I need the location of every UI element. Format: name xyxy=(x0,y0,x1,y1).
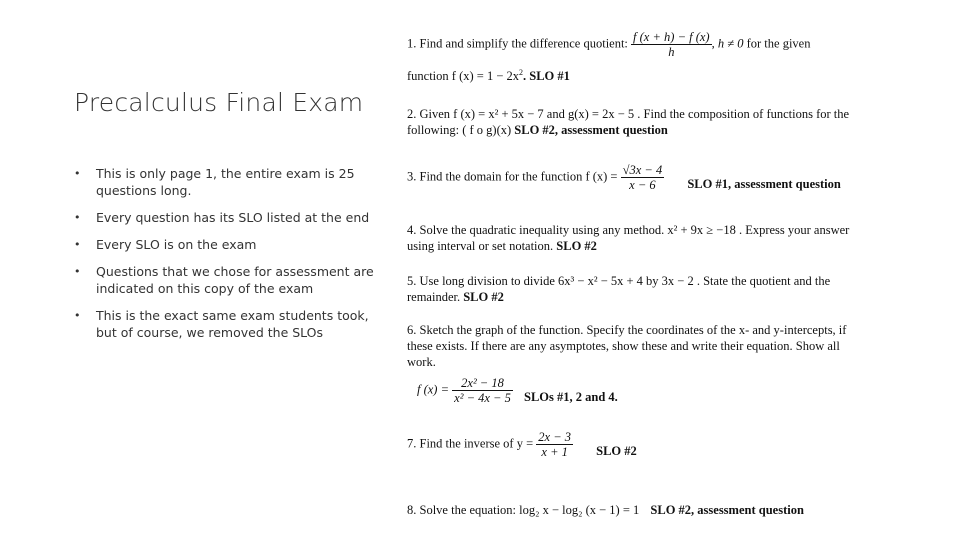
question-6: 6. Sketch the graph of the function. Specify the coordinates of the x- and y-intercepts, if these exists. If there are any asymptotes, show these and write their equation. Show all work. f (x) = $\frac{\text{2x² − 18}}{\text{x² − 4x − 5}}$ SLOs #1, 2 and 4. xyxy=(407,323,847,405)
bullet-dot: • xyxy=(74,167,81,180)
domain-fraction: $\frac{√3x - 4}{x - 6}$ xyxy=(622,163,663,192)
difference-quotient-fraction: $\frac{f (x + h) - f (x)}{h}$ xyxy=(633,30,710,59)
question-3: 3. Find the domain for the function f (x) = $\frac{√3x - 4}{x - 6}$ SLO #1, assessment question xyxy=(407,163,841,192)
bullet-item: • Every SLO is on the exam xyxy=(74,237,257,252)
question-1: 1. Find and simplify the difference quotient: $\frac{f (x + h) - f (x)}{h}$ , h ≠ 0 for the given function f $(x) = 1 - 2x^2$. SLO #1 xyxy=(407,30,811,84)
bullet-item: • Every question has its SLO listed at the end xyxy=(74,210,370,225)
bullet-item: • This is the exact same exam students took, but of course, we removed the SLOs xyxy=(74,308,369,340)
bullet-dot: • xyxy=(74,238,81,251)
bullet-dot: • xyxy=(74,265,81,278)
bullet-item: • This is only page 1, the entire exam is 25 questions long. xyxy=(74,166,355,198)
bullet-dot: • xyxy=(74,211,81,224)
question-5: 5. Use long division to divide 6x³ − x² − 5x + 4 by 3x − 2 . State the quotient and the remainder. SLO #2 xyxy=(407,274,831,304)
rational-function-fraction: $\frac{\text{2x² − 18}}{\text{x² − 4x − 5}}$ xyxy=(454,376,511,405)
bullet-dot: • xyxy=(74,309,81,322)
question-4: 4. Solve the quadratic inequality using any method. x² + 9x ≥ −18 . Express your answer using interval or set notation. SLO #2 xyxy=(407,223,850,253)
question-2: 2. Given f (x) = x² + 5x − 7 and g(x) = 2x − 5 . Find the composition of functions for the following: ( f o g)(x) SLO #2, assessment question xyxy=(407,107,850,137)
question-7: 7. Find the inverse of y = $\frac{2x - 3}{x + 1}$ SLO #2 xyxy=(407,430,637,459)
inverse-fraction: $\frac{2x - 3}{x + 1}$ xyxy=(538,430,571,459)
bullet-item: • Questions that we chose for assessment are indicated on this copy of the exam xyxy=(74,264,374,296)
bullet-list xyxy=(74,165,374,351)
question-8: 8. Solve the equation: log₂ x − log₂ (x − 1) = 1 SLO #2, assessment question xyxy=(407,503,804,517)
page-title: Precalculus Final Exam xyxy=(74,88,364,117)
